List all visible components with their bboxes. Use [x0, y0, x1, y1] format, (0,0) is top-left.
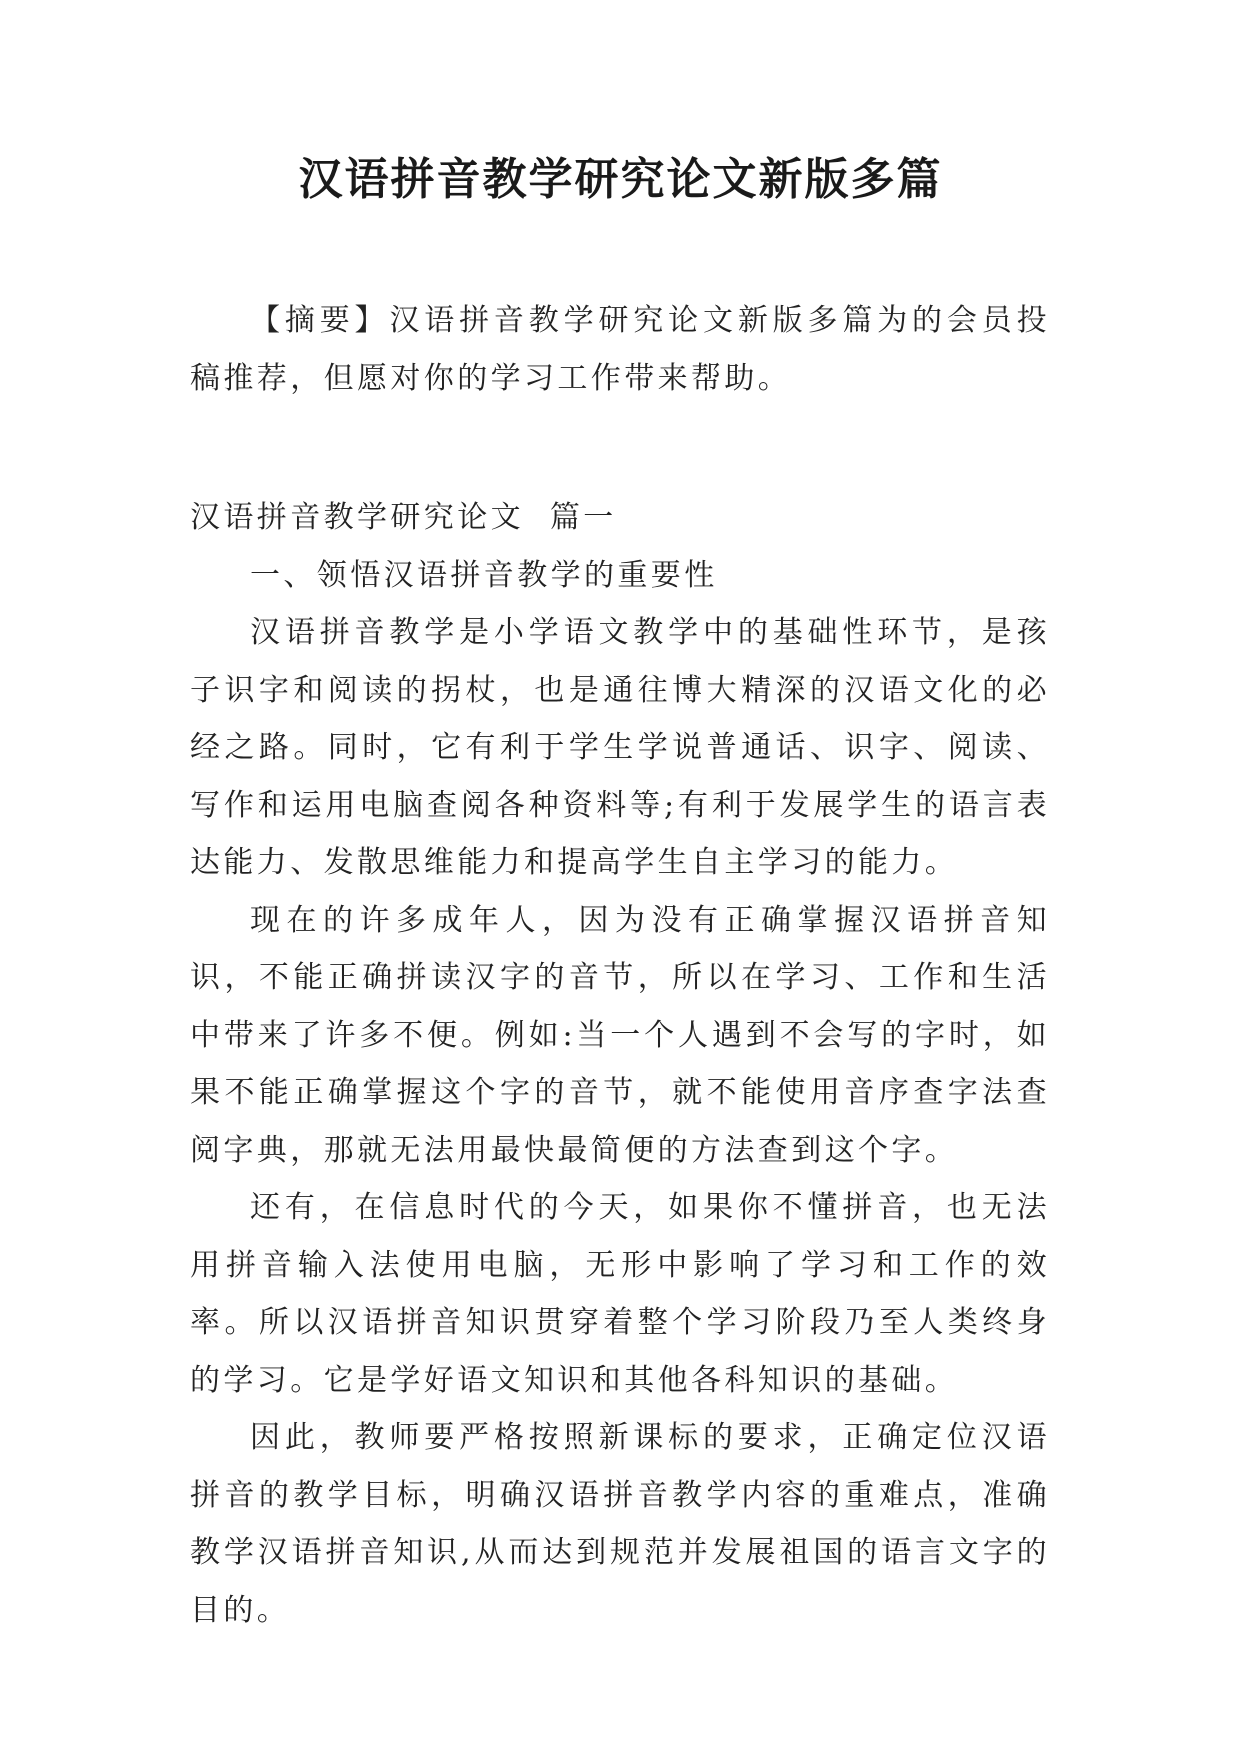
- section-subheading: 一、领悟汉语拼音教学的重要性: [250, 557, 718, 593]
- spacer: [190, 407, 1050, 489]
- body-paragraph: 汉语拼音教学是小学语文教学中的基础性环节，是孩子识字和阅读的拐杖，也是通往博大精深的汉语文化的必经之路。同时，它有利于学生学说普通话、识字、阅读、写作和运用电脑查阅各种资料等;有利于发展学生的语言表达能力、发散思维能力和提高学生自主学习的能力。: [190, 615, 1050, 880]
- abstract-paragraph: 【摘要】汉语拼音教学研究论文新版多篇为的会员投稿推荐，但愿对你的学习工作带来帮助。: [190, 303, 1050, 396]
- body-paragraph: 因此，教师要严格按照新课标的要求，正确定位汉语拼音的教学目标，明确汉语拼音教学内容的重难点，准确教学汉语拼音知识,从而达到规范并发展祖国的语言文字的目的。: [190, 1420, 1050, 1628]
- body-paragraph: 还有，在信息时代的今天，如果你不懂拼音，也无法用拼音输入法使用电脑，无形中影响了学习和工作的效率。所以汉语拼音知识贯穿着整个学习阶段乃至人类终身的学习。它是学好语文知识和其他各科知识的基础。: [190, 1190, 1050, 1398]
- document-title: 汉语拼音教学研究论文新版多篇: [298, 154, 943, 205]
- document-body: [190, 292, 1050, 1639]
- body-paragraph: 现在的许多成年人，因为没有正确掌握汉语拼音知识，不能正确拼读汉字的音节，所以在学习、工作和生活中带来了许多不便。例如:当一个人遇到不会写的字时，如果不能正确掌握这个字的音节，就不能使用音序查字法查阅字典，那就无法用最快最简便的方法查到这个字。: [190, 902, 1050, 1168]
- section-title: 汉语拼音教学研究论文 篇一: [190, 500, 617, 535]
